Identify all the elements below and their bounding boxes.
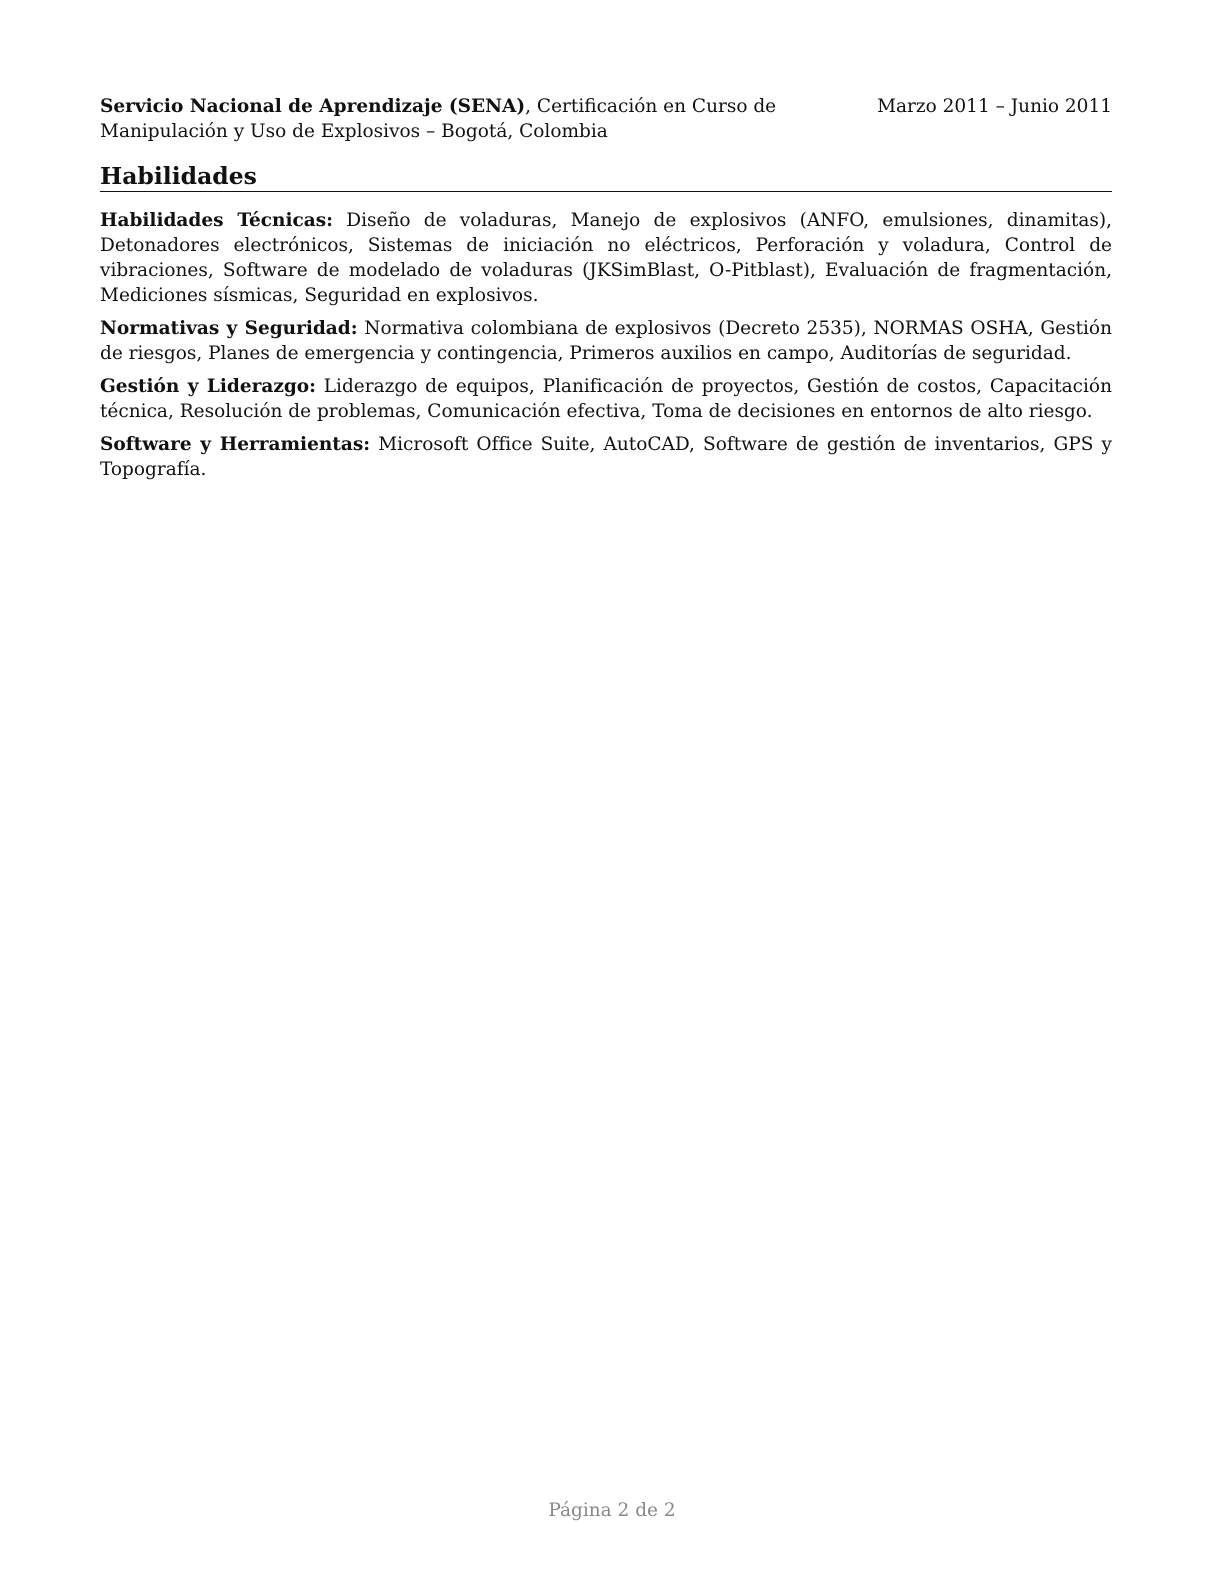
education-entry <box>100 94 1112 144</box>
section-title-skills: Habilidades <box>100 162 1112 192</box>
skill-label: Normativas y Seguridad: <box>100 318 358 339</box>
skill-label: Software y Herramientas: <box>100 434 371 455</box>
education-main <box>100 94 877 144</box>
skill-item-technical <box>100 208 1112 308</box>
skill-text: Microsoft Office Suite, AutoCAD, Software de gestión de inventarios, GPS y Topografía. <box>100 434 1112 480</box>
skill-item-leadership <box>100 374 1112 424</box>
education-dates: Marzo 2011 – Junio 2011 <box>877 96 1112 117</box>
education-description: , Certificación en Curso de Manipulación y Uso de Explosivos – Bogotá, Colombia <box>100 96 777 142</box>
skill-text: Diseño de voladuras, Manejo de explosivos (ANFO, emulsiones, dinamitas), Detonadores electrónicos, Sistemas de iniciación no eléctricos, Perforación y voladura, Control de vibraciones, Software de modelado de voladuras (JKSimBlast, O-Pitblast), Evaluación de fragmentación, Mediciones sísmicas, Seguridad en explosivos. <box>100 210 1112 306</box>
skill-item-software <box>100 432 1112 482</box>
skill-text: Normativa colombiana de explosivos (Decreto 2535), NORMAS OSHA, Gestión de riesgos, Planes de emergencia y contingencia, Primeros auxilios en campo, Auditorías de seguridad. <box>100 318 1112 364</box>
skills-list <box>100 208 1112 482</box>
skill-label: Habilidades Técnicas: <box>100 210 333 231</box>
page-footer: Página 2 de 2 <box>548 1500 676 1521</box>
skill-label: Gestión y Liderazgo: <box>100 376 316 397</box>
page-content <box>100 94 1112 490</box>
skill-text: Liderazgo de equipos, Planificación de proyectos, Gestión de costos, Capacitación técnica, Resolución de problemas, Comunicación efectiva, Toma de decisiones en entornos de alto riesgo. <box>100 376 1112 422</box>
education-institution: Servicio Nacional de Aprendizaje (SENA) <box>100 96 526 117</box>
skill-item-regulations <box>100 316 1112 366</box>
